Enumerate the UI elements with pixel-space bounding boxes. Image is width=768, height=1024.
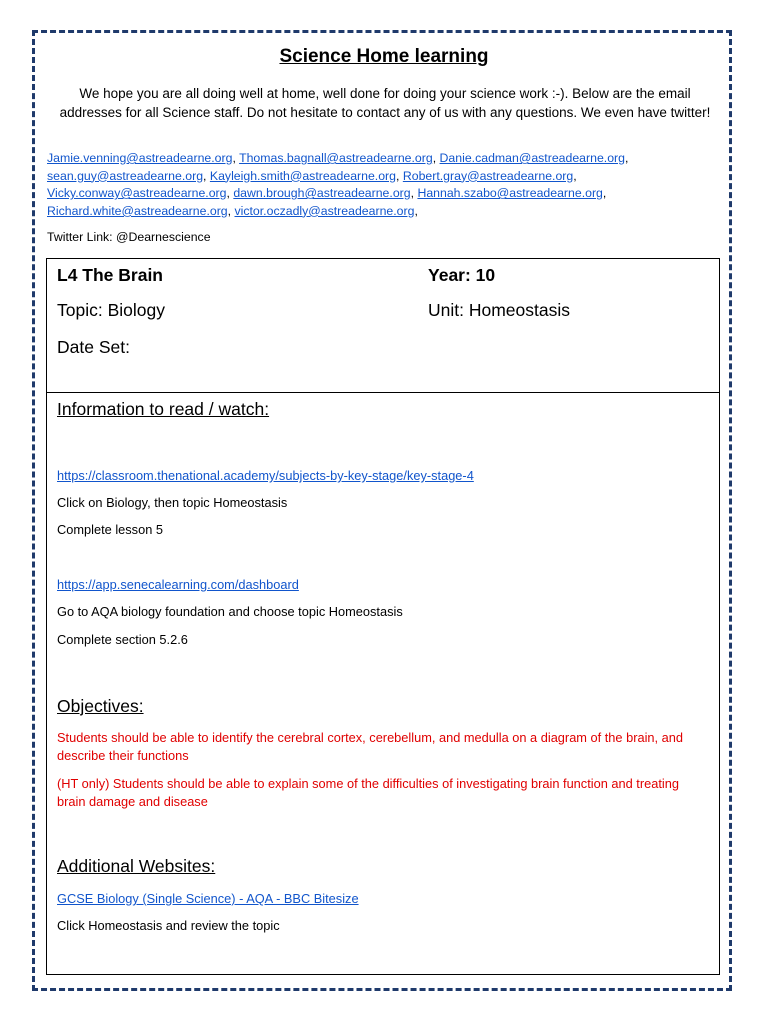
objective-item: (HT only) Students should be able to explain some of the difficulties of investigating brain function and treating brain damage and disease bbox=[57, 776, 679, 809]
email-link[interactable]: victor.oczadly@astreadearne.org bbox=[234, 203, 415, 218]
email-link[interactable]: Thomas.bagnall@astreadearne.org bbox=[239, 151, 433, 165]
bbc-bitesize-link[interactable]: GCSE Biology (Single Science) - AQA - BBC Bitesize bbox=[57, 891, 359, 906]
email-link[interactable]: Kayleigh.smith@astreadearne.org bbox=[209, 168, 396, 183]
email-link[interactable]: Danie.cadman@astreadearne.org bbox=[439, 151, 625, 165]
intro-paragraph: We hope you are all doing well at home, well done for doing your science work :-). Below are the email addresses for all Science staff. Do not hesitate to contact any of us with any questions. We even have twitter! bbox=[59, 86, 711, 120]
lesson-unit: Unit: Homeostasis bbox=[428, 300, 570, 320]
email-link[interactable]: sean.guy@astreadearne.org bbox=[47, 168, 204, 183]
lesson-title: L4 The Brain bbox=[57, 265, 163, 285]
lesson-year: Year: 10 bbox=[428, 265, 496, 285]
objectives-heading: Objectives: bbox=[57, 696, 144, 716]
info-step: Complete section 5.2.6 bbox=[57, 632, 188, 647]
info-step: Complete lesson 5 bbox=[57, 522, 163, 537]
additional-heading: Additional Websites: bbox=[57, 856, 216, 876]
seneca-link[interactable]: https://app.senecalearning.com/dashboard bbox=[57, 577, 299, 592]
lesson-box bbox=[46, 258, 720, 975]
email-link[interactable]: Jamie.venning@astreadearne.org bbox=[47, 151, 233, 165]
lesson-date-set: Date Set: bbox=[57, 337, 130, 357]
lesson-header bbox=[47, 259, 719, 393]
oak-academy-link[interactable]: https://classroom.thenational.academy/subjects-by-key-stage/key-stage-4 bbox=[57, 468, 474, 483]
email-link[interactable]: Hannah.szabo@astreadearne.org bbox=[417, 186, 603, 201]
info-heading: Information to read / watch: bbox=[57, 399, 270, 419]
additional-step: Click Homeostasis and review the topic bbox=[57, 918, 280, 933]
email-link[interactable]: dawn.brough@astreadearne.org bbox=[233, 186, 411, 201]
info-step: Click on Biology, then topic Homeostasis bbox=[57, 495, 288, 510]
info-step: Go to AQA biology foundation and choose topic Homeostasis bbox=[57, 604, 403, 619]
email-link[interactable]: Vicky.conway@astreadearne.org bbox=[47, 186, 227, 201]
twitter-link-text: Twitter Link: @Dearnescience bbox=[47, 230, 211, 244]
email-link[interactable]: Richard.white@astreadearne.org bbox=[47, 203, 228, 218]
staff-email-list: Jamie.venning@astreadearne.org, Thomas.bagnall@astreadearne.org, Danie.cadman@astreadearne.org, sean.guy@astreadearne.org, Kayleigh.smith@astreadearne.org, Robert.gray@astreadearne.org, Vicky.conway@astreadearne.org, dawn.brough@astreadearne.org, Hannah.szabo@astreadearne.org, Richard.white@astreadearne.org, victor.oczadly@astreadearne.org, bbox=[47, 151, 629, 218]
objective-item: Students should be able to identify the cerebral cortex, cerebellum, and medulla on a diagram of the brain, and describe their functions bbox=[57, 730, 684, 763]
page-title: Science Home learning bbox=[279, 46, 489, 67]
lesson-topic: Topic: Biology bbox=[57, 300, 165, 320]
email-link[interactable]: Robert.gray@astreadearne.org bbox=[402, 168, 574, 183]
